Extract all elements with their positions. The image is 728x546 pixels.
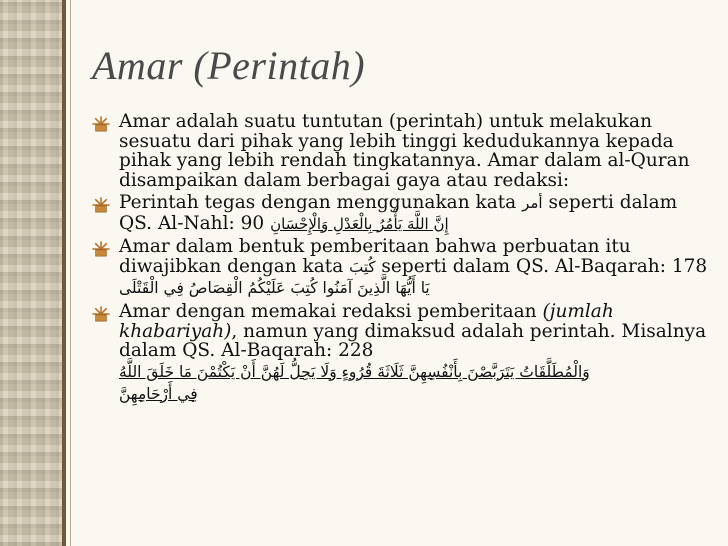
decorative-left-strip <box>0 0 62 546</box>
bullet-text <box>119 302 712 361</box>
bullet-text-italic: (jumlah khabariyah) <box>119 301 614 342</box>
bullet-text-start: Amar dengan memakai redaksi pemberitaan <box>119 301 537 322</box>
starburst-bullet-icon <box>92 241 110 257</box>
bullet-text <box>119 237 712 277</box>
bullet-text-start: Amar dalam bentuk pemberitaan bahwa perbuatan itu diwajibkan dengan kata <box>119 236 631 277</box>
arabic-verse-al-nahl-90: إِنَّ اللَّهَ يَأْمُرُ بِالْعَدْلِ وَالْإِحْسَانِ <box>270 214 449 233</box>
bullet-text-end: , namun yang dimaksud adalah perintah. Misalnya dalam QS. Al-Baqarah: 228 <box>119 320 707 361</box>
arabic-verse-al-baqarah-228-line-1: وَالْمُطَلَّقَاتُ يَتَرَبَّصْنَ بِأَنْفُسِهِنَّ ثَلَاثَةَ قُرُوءٍ وَلَا يَحِلُّ لَهُنَّ أَنْ يَكْتُمْنَ مَا خَلَقَ اللَّهُ <box>119 362 590 381</box>
bullet-text-end: seperti dalam QS. Al-Baqarah: 178 <box>381 255 708 277</box>
slide-title: Amar (Perintah) <box>92 43 366 88</box>
bullet-text-end: seperti dalam QS. Al-Nahl: 90 <box>119 192 678 234</box>
bullet-item-1 <box>92 112 712 190</box>
starburst-bullet-icon <box>92 306 110 322</box>
bullet-text-start: Perintah tegas dengan menggunakan kata <box>119 192 517 213</box>
arabic-verse-al-baqarah-178: يَا أَيُّهَا الَّذِينَ آمَنُوا كُتِبَ عَلَيْكُمُ الْقِصَاصُ فِي الْقَتْلَى <box>119 279 430 297</box>
starburst-bullet-icon <box>92 197 110 213</box>
bullet-item-3 <box>92 237 712 299</box>
bullet-item-4 <box>92 302 712 405</box>
arabic-word-amr: أمر <box>522 194 543 212</box>
bullet-text <box>119 193 712 234</box>
bullet-list <box>92 112 712 408</box>
left-divider-line <box>70 0 71 546</box>
bullet-text: Amar adalah suatu tuntutan (perintah) untuk melakukan sesuatu dari pihak yang lebih tinggi kedudukannya kepada pihak yang lebih rendah tingkatannya. Amar dalam al-Quran disampaikan dalam berbagai gaya atau redaksi: <box>119 111 690 191</box>
bullet-item-2 <box>92 193 712 234</box>
arabic-verse-al-baqarah-228-line-2: فِي أَرْحَامِهِنَّ <box>119 384 198 403</box>
starburst-bullet-icon <box>92 116 110 132</box>
arabic-word-kutiba: كُتِبَ <box>349 257 376 276</box>
left-divider-bar <box>62 0 66 546</box>
